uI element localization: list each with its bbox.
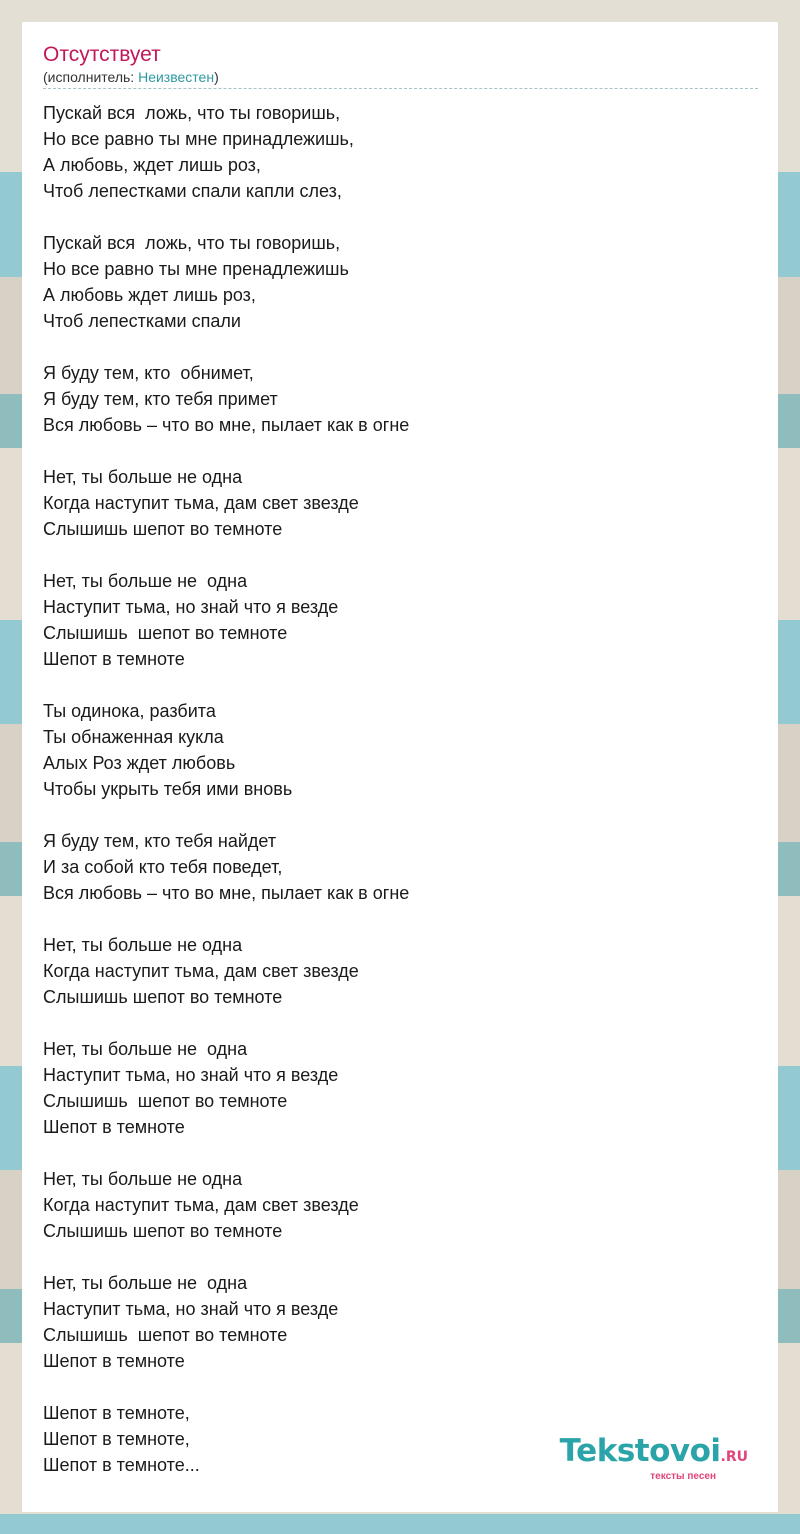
lyric-line: Когда наступит тьма, дам свет звезде (43, 493, 359, 513)
lyric-line: Чтоб лепестками спали капли слез, (43, 181, 342, 201)
logo-name: Tekstovoi (559, 1433, 721, 1469)
logo-tld: .RU (720, 1449, 748, 1465)
lyrics-stanza (43, 1166, 758, 1244)
lyric-line: Когда наступит тьма, дам свет звезде (43, 1195, 359, 1215)
lyric-line: Наступит тьма, но знай что я везде (43, 597, 339, 617)
logo-tagline: тексты песен (650, 1471, 716, 1482)
lyric-line: Но все равно ты мне пренадлежишь (43, 259, 349, 279)
lyric-line: Нет, ты больше не одна (43, 1169, 243, 1189)
lyrics-stanza (43, 464, 758, 542)
lyric-line: Шепот в темноте... (43, 1455, 200, 1475)
lyric-line: Я буду тем, кто обнимет, (43, 363, 254, 383)
lyric-line: Нет, ты больше не одна (43, 571, 248, 591)
lyric-line: Пускай вся ложь, что ты говоришь, (43, 233, 341, 253)
lyric-line: А любовь ждет лишь роз, (43, 285, 256, 305)
artist-prefix: (исполнитель: (43, 69, 139, 85)
lyric-line: Чтоб лепестками спали (43, 311, 241, 331)
lyric-line: Наступит тьма, но знай что я везде (43, 1299, 339, 1319)
lyric-line: Слышишь шепот во темноте (43, 623, 288, 643)
lyric-line: Алых Роз ждет любовь (43, 753, 236, 773)
lyric-line: Шепот в темноте (43, 1117, 185, 1137)
lyric-line: Вся любовь – что во мне, пылает как в огне (43, 415, 410, 435)
lyrics-stanza (43, 360, 758, 438)
lyrics-body (43, 100, 758, 1478)
artist-line (43, 68, 758, 89)
lyric-line: Когда наступит тьма, дам свет звезде (43, 961, 359, 981)
lyric-line: Слышишь шепот во темноте (43, 1325, 288, 1345)
lyric-line: Слышишь шепот во темноте (43, 1221, 283, 1241)
lyric-line: Чтобы укрыть тебя ими вновь (43, 779, 293, 799)
lyric-line: Слышишь шепот во темноте (43, 519, 283, 539)
song-title: Отсутствует (43, 43, 161, 66)
lyric-line: Ты одинока, разбита (43, 701, 216, 721)
lyric-line: Шепот в темноте (43, 1351, 185, 1371)
lyric-line: Но все равно ты мне принадлежишь, (43, 129, 354, 149)
lyric-line: Шепот в темноте, (43, 1403, 190, 1423)
artist-suffix: ) (214, 69, 219, 85)
lyric-line: Шепот в темноте (43, 649, 185, 669)
lyric-line: Я буду тем, кто тебя найдет (43, 831, 277, 851)
lyric-line: Я буду тем, кто тебя примет (43, 389, 278, 409)
lyric-line: Шепот в темноте, (43, 1429, 190, 1449)
lyrics-stanza (43, 698, 758, 802)
lyric-line: Слышишь шепот во темноте (43, 987, 283, 1007)
lyric-line: Нет, ты больше не одна (43, 935, 243, 955)
lyric-line: Ты обнаженная кукла (43, 727, 224, 747)
lyrics-stanza (43, 100, 758, 204)
lyric-line: Пускай вся ложь, что ты говоришь, (43, 103, 341, 123)
lyrics-stanza (43, 828, 758, 906)
lyrics-card (22, 22, 778, 1512)
artist-link[interactable]: Неизвестен (138, 69, 215, 85)
lyric-line: Нет, ты больше не одна (43, 1273, 248, 1293)
lyric-line: Наступит тьма, но знай что я везде (43, 1065, 339, 1085)
lyrics-stanza (43, 1270, 758, 1374)
lyrics-stanza (43, 932, 758, 1010)
site-logo[interactable] (559, 1433, 748, 1482)
lyrics-stanza (43, 230, 758, 334)
lyric-line: Слышишь шепот во темноте (43, 1091, 288, 1111)
lyric-line: Вся любовь – что во мне, пылает как в огне (43, 883, 410, 903)
lyrics-stanza (43, 568, 758, 672)
lyric-line: И за собой кто тебя поведет, (43, 857, 283, 877)
lyrics-stanza (43, 1036, 758, 1140)
lyric-line: Нет, ты больше не одна (43, 1039, 248, 1059)
lyric-line: А любовь, ждет лишь роз, (43, 155, 261, 175)
lyric-line: Нет, ты больше не одна (43, 467, 243, 487)
